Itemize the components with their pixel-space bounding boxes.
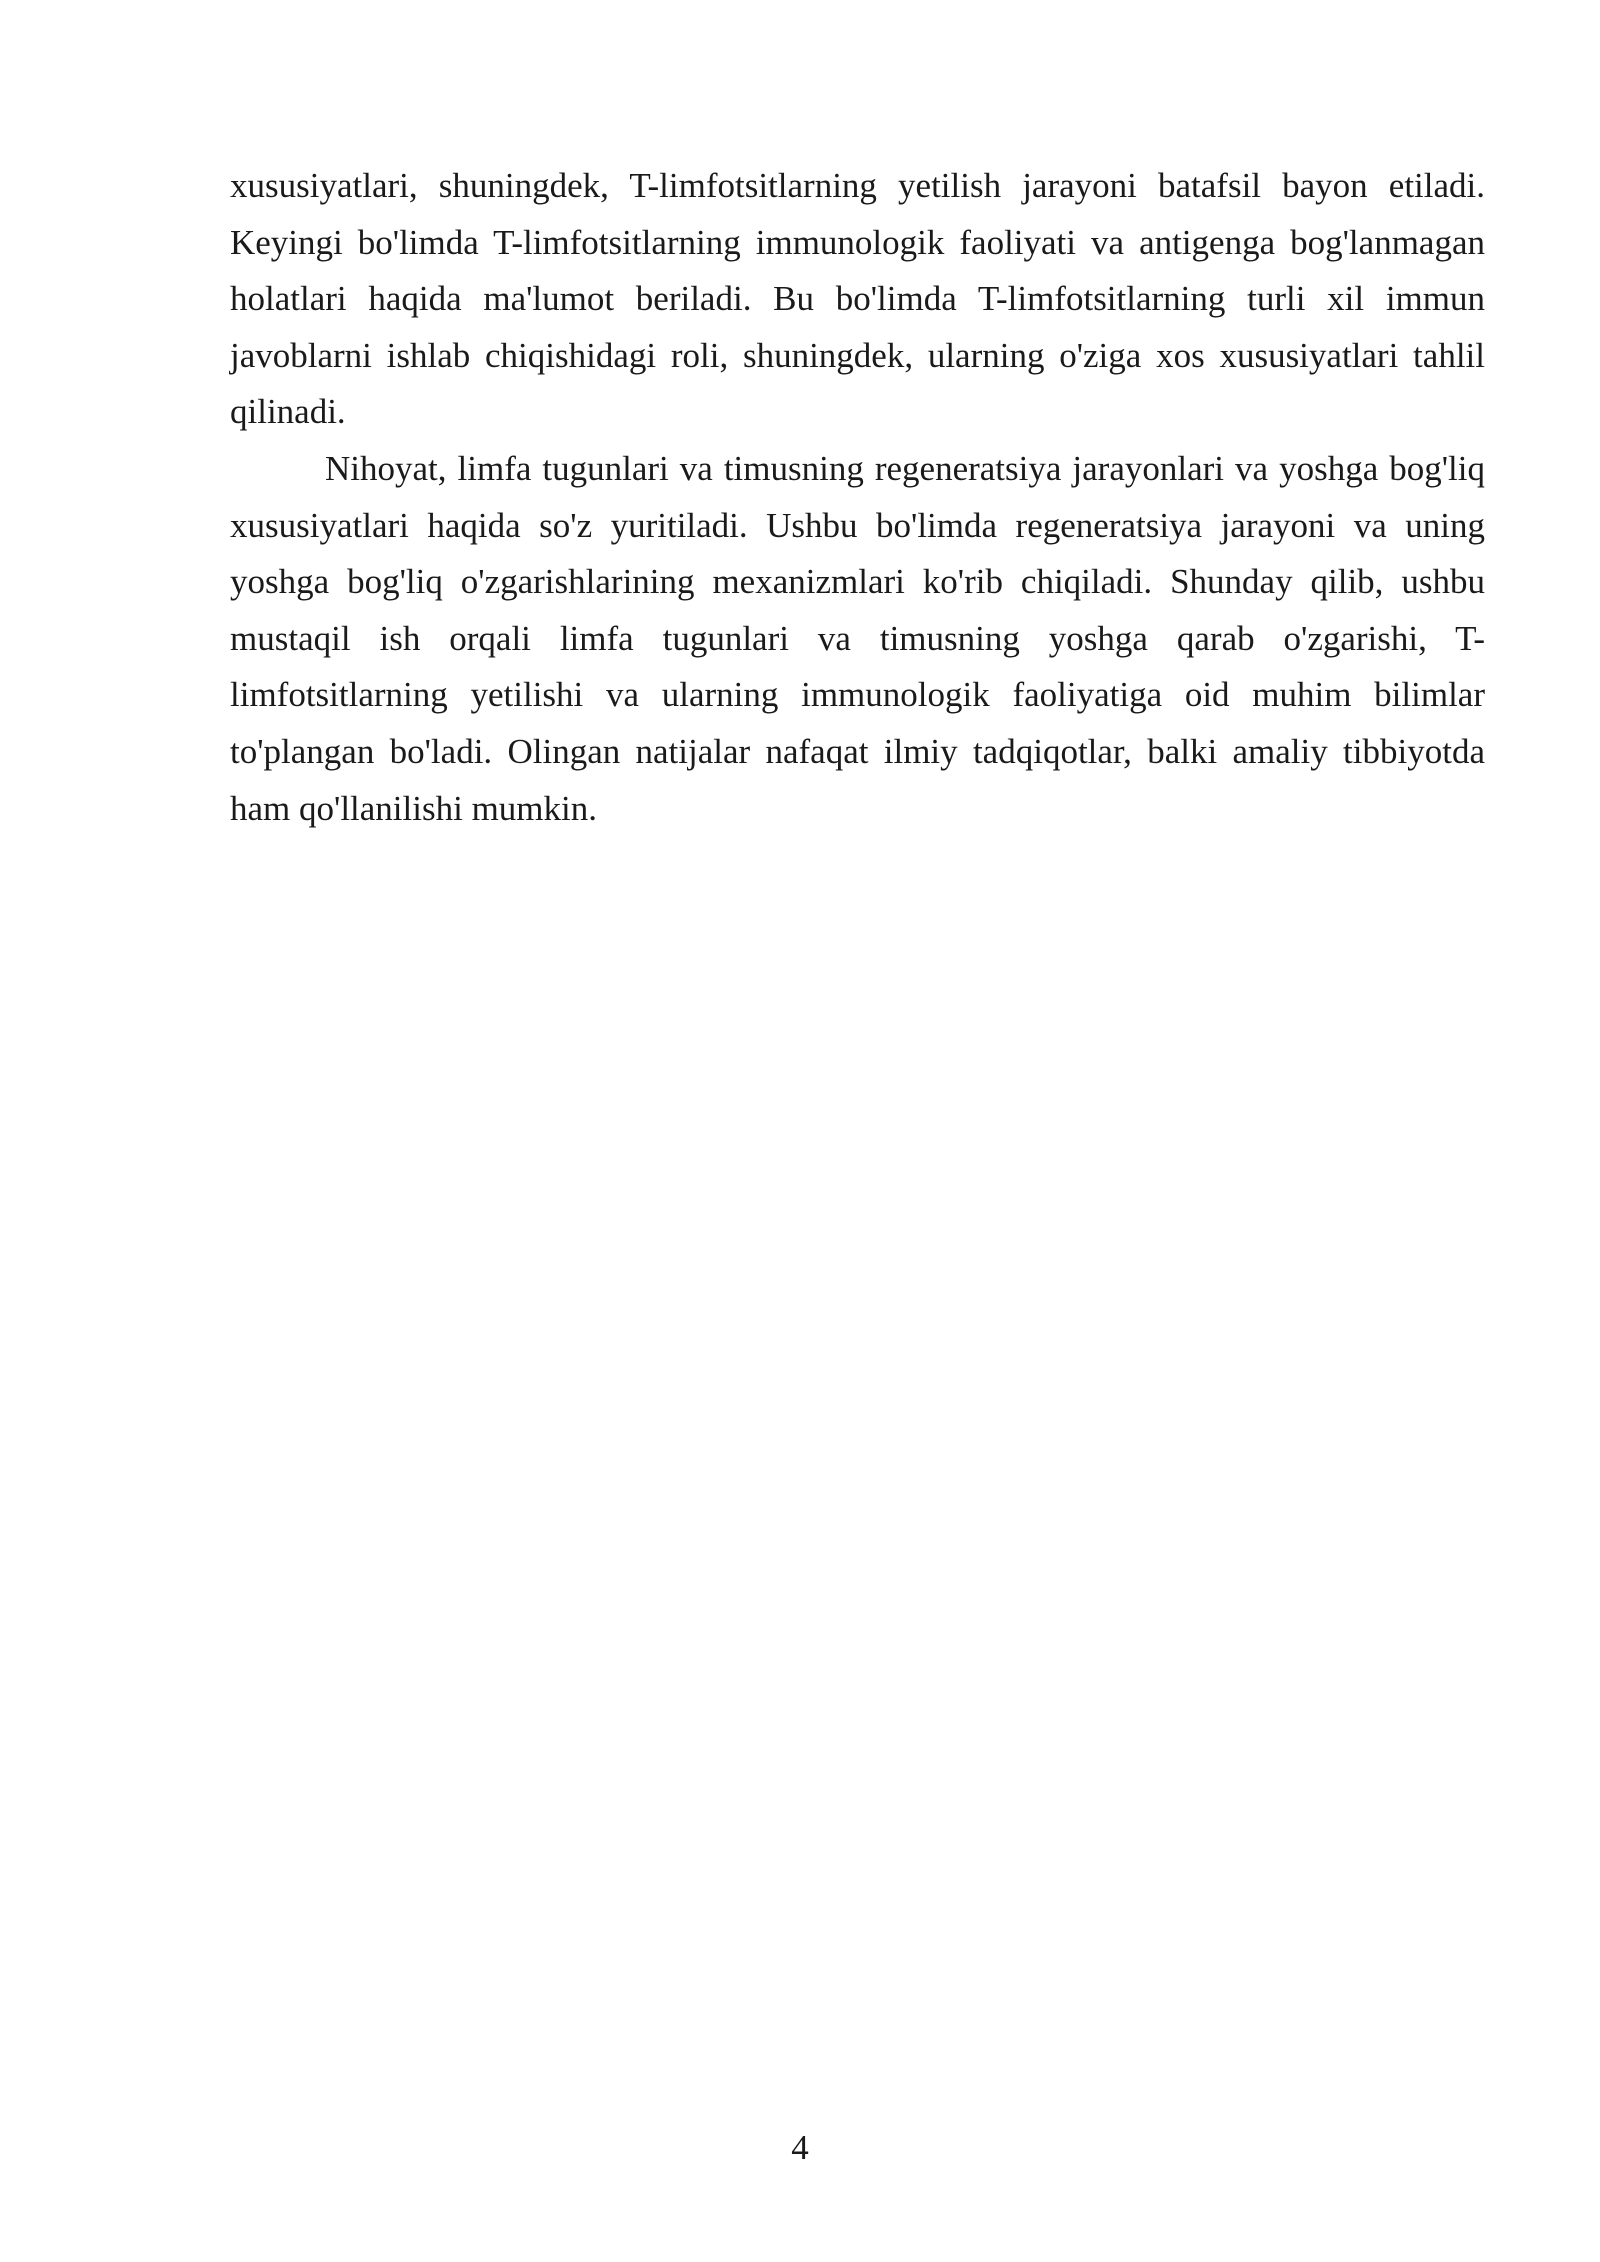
body-text [230, 158, 1485, 837]
paragraph-continuation: xususiyatlari, shuningdek, T-limfotsitlarning yetilish jarayoni batafsil bayon etiladi. Keyingi bo'limda T-limfotsitlarning immunologik faoliyati va antigenga bog'lanmagan holatlari haqida ma'lumot beriladi. Bu bo'limda T-limfotsitlarning turli xil immun javoblarni ishlab chiqishidagi roli, shuningdek, ularning o'ziga xos xususiyatlari tahlil qilinadi. [230, 166, 1485, 432]
page-number: 4 [791, 2128, 809, 2167]
paragraph-conclusion: Nihoyat, limfa tugunlari va timusning regeneratsiya jarayonlari va yoshga bog'liq xususiyatlari haqida so'z yuritiladi. Ushbu bo'limda regeneratsiya jarayoni va uning yoshga bog'liq o'zgarishlarining mexanizmlari ko'rib chiqiladi. Shunday qilib, ushbu mustaqil ish orqali limfa tugunlari va timusning yoshga qarab o'zgarishi, T-limfotsitlarning yetilishi va ularning immunologik faoliyatiga oid muhim bilimlar to'plangan bo'ladi. Olingan natijalar nafaqat ilmiy tadqiqotlar, balki amaliy tibbiyotda ham qo'llanilishi mumkin. [230, 448, 1485, 828]
